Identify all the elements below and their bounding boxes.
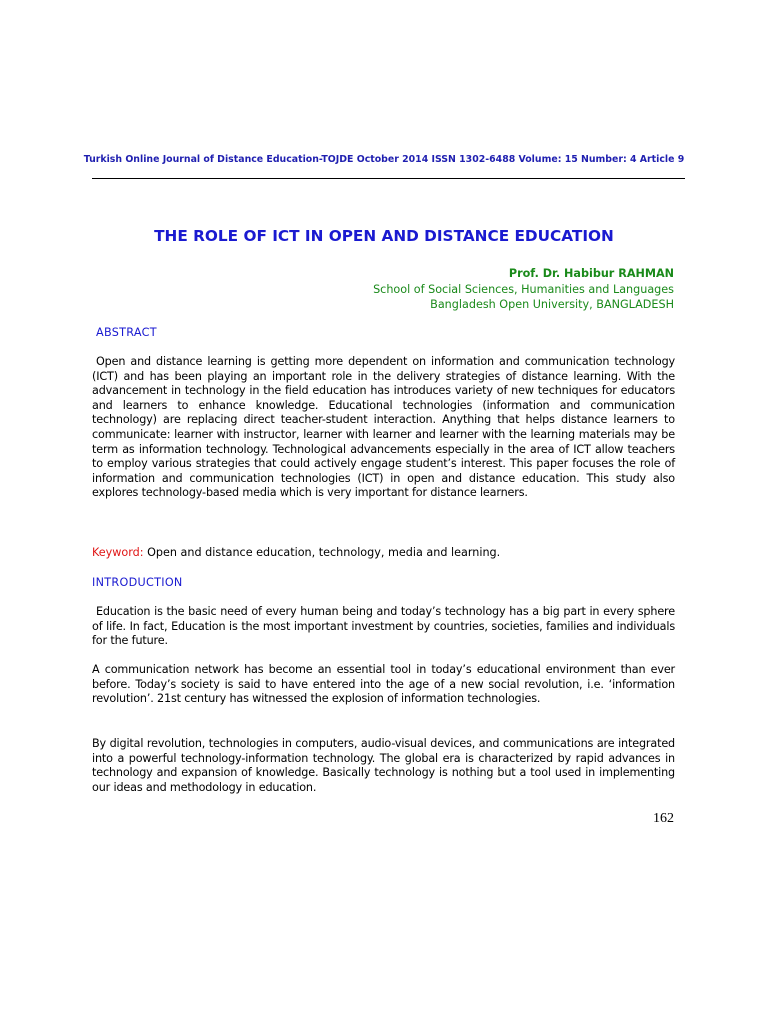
intro-paragraph-2: A communication network has become an essential tool in today’s educational environment than ever before. Today’s society is said to have entered into the age of a new social revolution, i.e. ‘information revolution’. 21st century has witnessed the explosion of information technologies. (92, 663, 675, 706)
paper-title: THE ROLE OF ICT IN OPEN AND DISTANCE EDUCATION (154, 227, 614, 245)
abstract-paragraph: Open and distance learning is getting more dependent on information and communication technology (ICT) and has been playing an important role in the delivery strategies of distance learning. With the advancement in technology in the field education has introduces variety of new techniques for educators and learners to enhance knowledge. Educational technologies (information and communication technology) are replacing direct teacher-student interaction. Anything that helps distance learners to communicate: learner with instructor, learner with learner and learner with the learning materials may be term as information technology. Technological advancements especially in the area of ICT allow teachers to employ various strategies that could actively engage student’s interest. This paper focuses the role of information and communication technologies (ICT) in open and distance education. This study also explores technology-based media which is very important for distance learners. (92, 355, 675, 500)
journal-header: Turkish Online Journal of Distance Education-TOJDE October 2014 ISSN 1302-6488 Volume: 15 Number: 4 Article 9 (83, 154, 685, 165)
author-university: Bangladesh Open University, BANGLADESH (430, 298, 674, 311)
keyword-line (92, 546, 500, 559)
introduction-heading: INTRODUCTION (92, 576, 183, 589)
header-divider (92, 178, 685, 179)
keyword-text: Open and distance education, technology, media and learning. (147, 546, 501, 559)
intro-paragraph-3: By digital revolution, technologies in computers, audio-visual devices, and communications are integrated into a powerful technology-information technology. The global era is characterized by rapid advances in technology and expansion of knowledge. Basically technology is nothing but a tool used in implementing our ideas and methodology in education. (92, 737, 675, 794)
intro-paragraph-1: Education is the basic need of every human being and today’s technology has a big part in every sphere of life. In fact, Education is the most important investment by countries, societies, families and individuals for the future. (92, 605, 675, 648)
author-name: Prof. Dr. Habibur RAHMAN (508, 267, 674, 280)
author-block (373, 266, 674, 313)
abstract-heading: ABSTRACT (96, 326, 157, 339)
keyword-label: Keyword: (92, 546, 144, 559)
author-school: School of Social Sciences, Humanities and Languages (373, 282, 674, 296)
page-number: 162 (653, 811, 674, 826)
